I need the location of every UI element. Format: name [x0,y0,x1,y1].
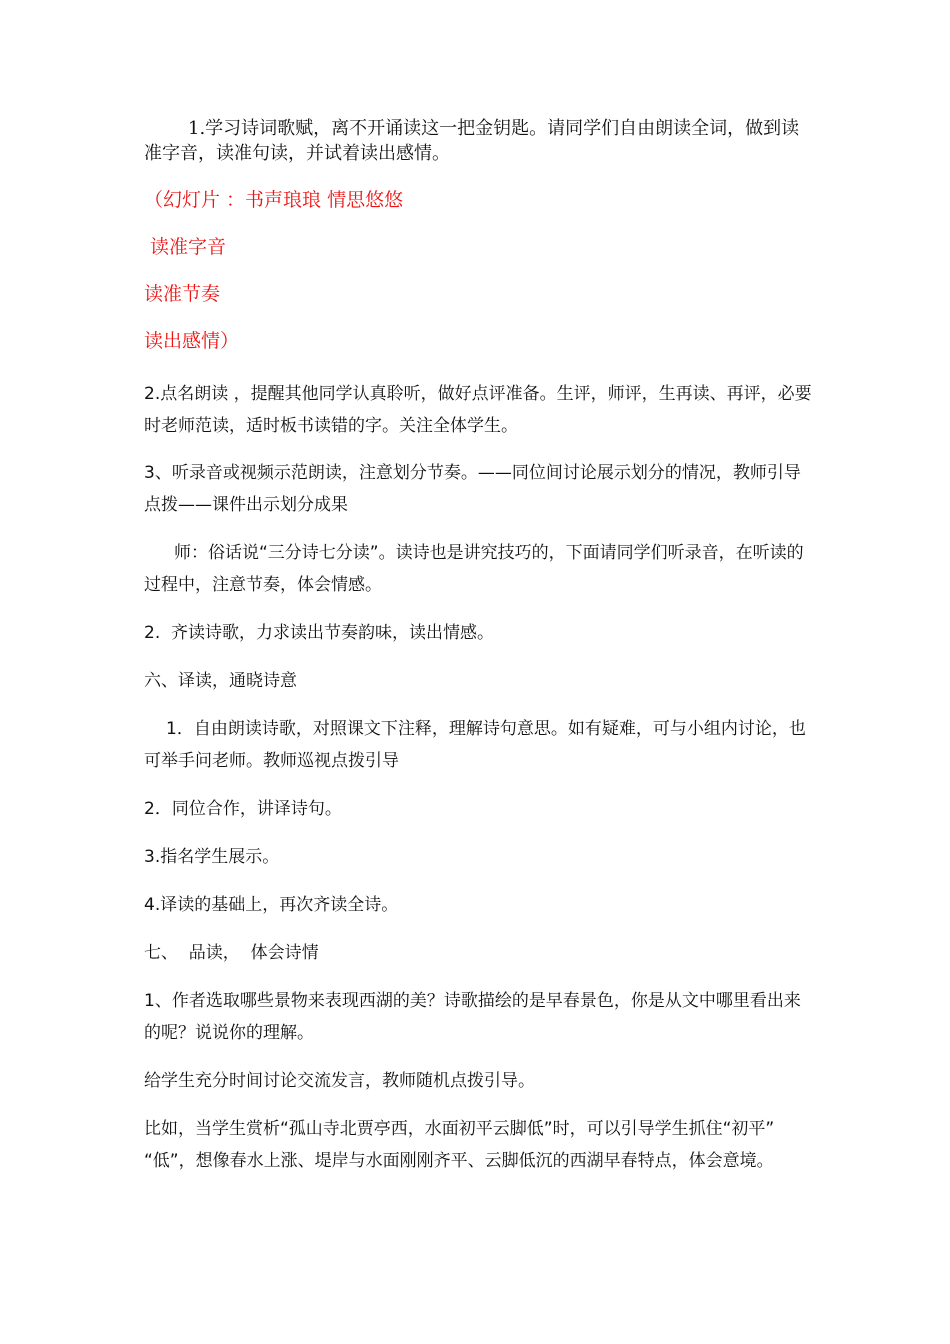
paragraph-example-analysis: 比如，当学生赏析“孤山寺北贾亭西，水面初平云脚低”时，可以引导学生抓住“初平” “低”，想像春水上涨、堤岸与水面刚刚齐平、云脚低沉的西湖早春特点，体会意境。 [144,1119,775,1171]
paragraph-group-reading: 2. 齐读诗歌，力求读出节奏韵味，读出情感。 [144,623,495,643]
paragraph-pair-work: 2．同位合作，讲译诗句。 [144,799,342,819]
paragraph-recording-demo: 3、听录音或视频示范朗读，注意划分节奏。——同位间讨论展示划分的情况，教师引导点拨——课件出示划分成果 [144,463,801,515]
paragraph-teacher-quote: 师：俗话说“三分诗七分读”。读诗也是讲究技巧的，下面请同学们听录音，在听读的过程中，注意节奏，体会情感。 [144,543,804,595]
section-heading-seven: 七、 品读， 体会诗情 [144,943,319,963]
slide-note-item-rhythm: 读准节奏 [144,283,221,305]
paragraph-reread: 4.译读的基础上，再次齐读全诗。 [144,895,399,915]
paragraph-student-show: 3.指名学生展示。 [144,847,280,867]
section-heading-six: 六、译读，通晓诗意 [144,671,297,691]
slide-note-item-emotion: 读出感情） [144,330,240,352]
slide-note-title: （幻灯片 ：书声琅琅 情思悠悠 [144,189,404,211]
paragraph-free-reading: 1．自由朗读诗歌，对照课文下注释，理解诗句意思。如有疑难，可与小组内讨论，也可举手问老师。教师巡视点拨引导 [144,719,806,771]
paragraph-reading-intro: 1.学习诗词歌赋，离不开诵读这一把金钥匙。请同学们自由朗读全词，做到读准字音，读准句读，并试着读出感情。 [144,118,800,164]
paragraph-roll-call-reading: 2.点名朗读 ，提醒其他同学认真聆听，做好点评准备。生评，师评，生再读、再评，必要时老师范读，适时板书读错的字。关注全体学生。 [144,384,812,436]
paragraph-discussion: 给学生充分时间讨论交流发言，教师随机点拨引导。 [144,1071,535,1091]
slide-note-item-pronunciation: 读准字音 [144,236,227,258]
paragraph-question-scenery: 1、作者选取哪些景物来表现西湖的美？诗歌描绘的是早春景色，你是从文中哪里看出来的呢？说说你的理解。 [144,991,801,1043]
